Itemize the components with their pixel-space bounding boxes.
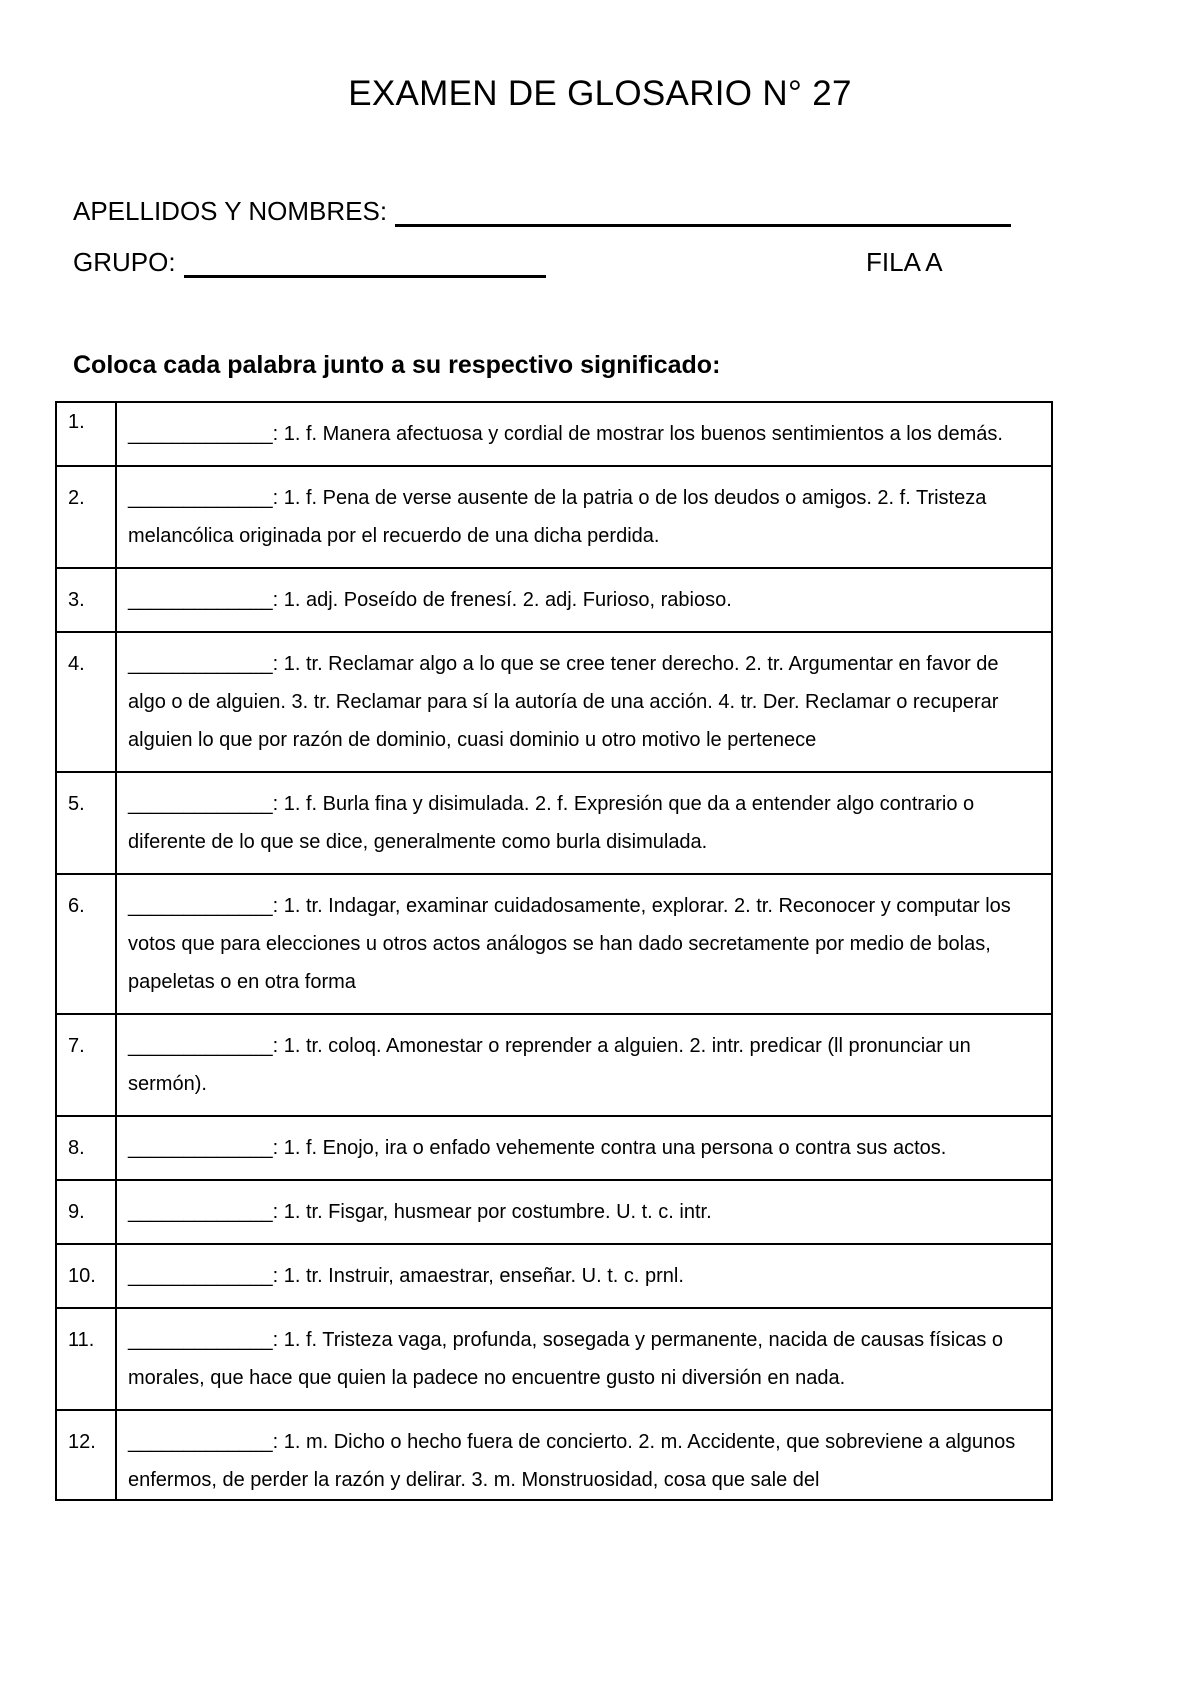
item-number: 1. (56, 402, 116, 466)
glossary-row (56, 632, 1052, 772)
item-number: 11. (56, 1308, 116, 1410)
glossary-row (56, 1244, 1052, 1308)
glossary-row (56, 874, 1052, 1014)
name-field-row (73, 196, 1011, 227)
glossary-row (56, 1410, 1052, 1500)
item-number: 6. (56, 874, 116, 1014)
item-number: 8. (56, 1116, 116, 1180)
item-definition: _____________: 1. f. Tristeza vaga, profunda, sosegada y permanente, nacida de causas físicas o morales, que hace que quien la padece no encuentre gusto ni diversión en nada. (116, 1308, 1052, 1410)
fila-label: FILA A (866, 247, 943, 277)
glossary-row (56, 466, 1052, 568)
item-number: 10. (56, 1244, 116, 1308)
item-definition: _____________: 1. m. Dicho o hecho fuera de concierto. 2. m. Accidente, que sobreviene a algunos enfermos, de perder la razón y delirar. 3. m. Monstruosidad, cosa que sale del (116, 1410, 1052, 1500)
item-number: 2. (56, 466, 116, 568)
item-definition: _____________: 1. f. Pena de verse ausente de la patria o de los deudos o amigos. 2. f. Tristeza melancólica originada por el recuerdo de una dicha perdida. (116, 466, 1052, 568)
item-definition: _____________: 1. adj. Poseído de frenesí. 2. adj. Furioso, rabioso. (116, 568, 1052, 632)
item-definition: _____________: 1. f. Burla fina y disimulada. 2. f. Expresión que da a entender algo contrario o diferente de lo que se dice, generalmente como burla disimulada. (116, 772, 1052, 874)
glossary-table (55, 401, 1053, 1501)
glossary-row (56, 772, 1052, 874)
group-label: GRUPO: (73, 247, 176, 277)
item-number: 9. (56, 1180, 116, 1244)
group-field-row (73, 247, 546, 278)
glossary-row (56, 568, 1052, 632)
item-definition: _____________: 1. tr. Fisgar, husmear por costumbre. U. t. c. intr. (116, 1180, 1052, 1244)
glossary-row (56, 402, 1052, 466)
item-definition: _____________: 1. tr. Instruir, amaestrar, enseñar. U. t. c. prnl. (116, 1244, 1052, 1308)
item-number: 3. (56, 568, 116, 632)
group-blank-line (184, 253, 546, 278)
page-title: EXAMEN DE GLOSARIO N° 27 (348, 74, 852, 113)
item-number: 12. (56, 1410, 116, 1500)
item-number: 4. (56, 632, 116, 772)
name-blank-line (395, 202, 1011, 227)
item-definition: _____________: 1. tr. Indagar, examinar cuidadosamente, explorar. 2. tr. Reconocer y computar los votos que para elecciones u otros actos análogos se han dado secretamente por medio de bolas, papeletas o en otra forma (116, 874, 1052, 1014)
item-definition: _____________: 1. tr. coloq. Amonestar o reprender a alguien. 2. intr. predicar (ll pronunciar un sermón). (116, 1014, 1052, 1116)
item-definition: _____________: 1. tr. Reclamar algo a lo que se cree tener derecho. 2. tr. Argumentar en favor de algo o de alguien. 3. tr. Reclamar para sí la autoría de una acción. 4. tr. Der. Reclamar o recuperar alguien lo que por razón de dominio, cuasi dominio u otro motivo le pertenece (116, 632, 1052, 772)
glossary-row (56, 1116, 1052, 1180)
item-number: 5. (56, 772, 116, 874)
glossary-row (56, 1014, 1052, 1116)
glossary-row (56, 1180, 1052, 1244)
instruction-text: Coloca cada palabra junto a su respectivo significado: (73, 351, 721, 379)
name-label: APELLIDOS Y NOMBRES: (73, 196, 388, 226)
item-definition: _____________: 1. f. Manera afectuosa y cordial de mostrar los buenos sentimientos a los demás. (116, 402, 1052, 466)
glossary-row (56, 1308, 1052, 1410)
item-definition: _____________: 1. f. Enojo, ira o enfado vehemente contra una persona o contra sus actos. (116, 1116, 1052, 1180)
item-number: 7. (56, 1014, 116, 1116)
